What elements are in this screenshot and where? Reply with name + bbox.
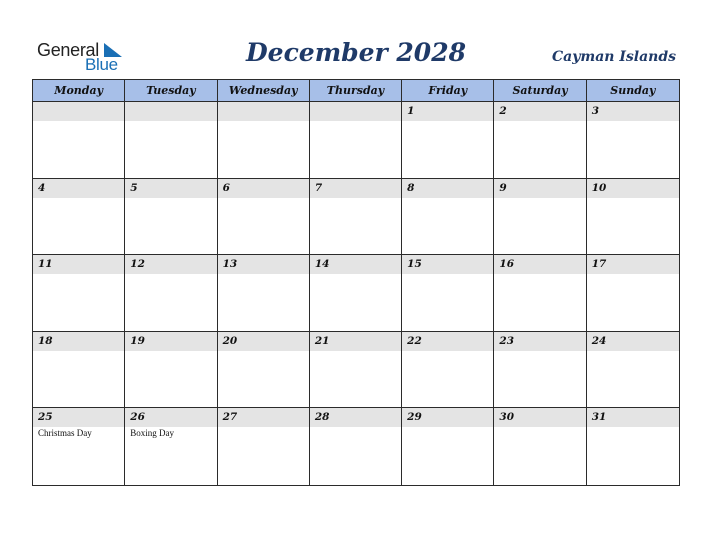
day-number-band xyxy=(125,255,216,274)
day-number-band xyxy=(125,179,216,198)
day-cell xyxy=(125,255,217,332)
day-number-band xyxy=(310,255,401,274)
day-number-band xyxy=(494,255,585,274)
day-cell xyxy=(587,102,679,179)
day-number: 19 xyxy=(130,334,145,347)
day-number-band xyxy=(218,179,309,198)
day-number: 5 xyxy=(130,181,138,194)
holiday-label: Boxing Day xyxy=(130,428,175,439)
day-number: 4 xyxy=(38,181,46,194)
day-cell xyxy=(33,332,125,409)
day-number-band xyxy=(402,255,493,274)
day-number: 28 xyxy=(314,411,330,424)
day-cell xyxy=(125,102,217,179)
day-number: 13 xyxy=(222,258,238,271)
day-cell xyxy=(310,332,402,409)
day-number-band xyxy=(218,102,309,121)
day-cell xyxy=(402,255,494,332)
day-number: 27 xyxy=(222,411,238,424)
day-number: 31 xyxy=(591,411,607,424)
day-cell xyxy=(125,179,217,256)
day-cell xyxy=(494,102,586,179)
day-number: 12 xyxy=(130,258,145,271)
holiday-label: Christmas Day xyxy=(38,428,92,439)
day-cell xyxy=(494,408,586,485)
day-cell xyxy=(33,179,125,256)
day-number-band xyxy=(310,332,401,351)
calendar-title: December 2028 xyxy=(245,38,466,67)
day-cell xyxy=(310,255,402,332)
weekday-header-monday: Monday xyxy=(33,80,125,102)
weekday-header-saturday: Saturday xyxy=(494,80,586,102)
weekday-header-sunday: Sunday xyxy=(587,80,679,102)
logo-word-blue: Blue xyxy=(85,55,118,74)
day-cell xyxy=(587,408,679,485)
day-number: 17 xyxy=(591,258,607,271)
day-cell xyxy=(218,179,310,256)
day-number: 10 xyxy=(591,181,607,194)
day-number-band xyxy=(587,255,679,274)
day-cell xyxy=(402,179,494,256)
day-cell xyxy=(310,179,402,256)
day-cell xyxy=(125,408,217,485)
day-number-band xyxy=(310,408,401,427)
day-number-band xyxy=(310,102,401,121)
day-number: 6 xyxy=(222,181,230,194)
day-cell xyxy=(310,102,402,179)
day-number-band xyxy=(587,179,679,198)
day-cell xyxy=(218,255,310,332)
day-cell xyxy=(33,102,125,179)
day-number-band xyxy=(402,332,493,351)
day-number: 21 xyxy=(314,334,330,347)
day-cell xyxy=(218,408,310,485)
day-cell xyxy=(494,179,586,256)
day-number-band xyxy=(218,255,309,274)
day-number-band xyxy=(587,102,679,121)
day-cell xyxy=(494,255,586,332)
day-number: 20 xyxy=(222,334,238,347)
day-number: 24 xyxy=(591,334,607,347)
day-cell xyxy=(33,255,125,332)
day-cell xyxy=(125,332,217,409)
weekday-header-tuesday: Tuesday xyxy=(125,80,217,102)
country-name: Cayman Islands xyxy=(552,49,676,65)
day-cell xyxy=(494,332,586,409)
day-number: 14 xyxy=(314,258,330,271)
day-number-band xyxy=(125,408,216,427)
day-number-band xyxy=(402,179,493,198)
day-number: 1 xyxy=(407,105,415,117)
day-cell xyxy=(218,332,310,409)
day-number-band xyxy=(494,102,585,121)
day-number: 18 xyxy=(38,334,53,347)
weekday-header-friday: Friday xyxy=(402,80,494,102)
weekday-header-wednesday: Wednesday xyxy=(218,80,310,102)
day-number: 30 xyxy=(499,411,515,424)
day-number: 26 xyxy=(130,411,145,424)
day-number-band xyxy=(402,408,493,427)
day-number-band xyxy=(125,332,216,351)
day-number: 29 xyxy=(407,411,422,424)
day-number-band xyxy=(494,332,585,351)
day-number-band xyxy=(494,179,585,198)
day-number-band xyxy=(218,408,309,427)
day-cell xyxy=(402,332,494,409)
day-number-band xyxy=(402,102,493,121)
day-number-band xyxy=(33,255,124,274)
day-number: 9 xyxy=(499,181,507,194)
day-number: 23 xyxy=(499,334,515,347)
day-number: 15 xyxy=(407,258,422,271)
day-number-band xyxy=(587,332,679,351)
weekday-header-thursday: Thursday xyxy=(310,80,402,102)
day-number-band xyxy=(33,332,124,351)
day-cell xyxy=(33,408,125,485)
day-cell xyxy=(587,255,679,332)
day-number: 8 xyxy=(407,181,415,194)
day-cell xyxy=(310,408,402,485)
day-cell xyxy=(402,102,494,179)
day-number-band xyxy=(587,408,679,427)
day-number-band xyxy=(494,408,585,427)
day-number-band xyxy=(310,179,401,198)
day-number: 16 xyxy=(499,258,515,271)
day-cell xyxy=(587,332,679,409)
day-number: 25 xyxy=(38,411,53,424)
day-number: 2 xyxy=(499,105,507,117)
day-number: 7 xyxy=(314,181,323,194)
day-number-band xyxy=(125,102,216,121)
day-number: 22 xyxy=(407,334,422,347)
calendar-grid xyxy=(32,79,680,486)
day-cell xyxy=(587,179,679,256)
day-number-band xyxy=(33,102,124,121)
day-cell xyxy=(402,408,494,485)
logo-word-general: General xyxy=(37,40,99,60)
day-number: 3 xyxy=(591,105,600,117)
day-number-band xyxy=(33,179,124,198)
day-cell xyxy=(218,102,310,179)
day-number: 11 xyxy=(38,258,53,271)
day-number-band xyxy=(218,332,309,351)
day-number-band xyxy=(33,408,124,427)
